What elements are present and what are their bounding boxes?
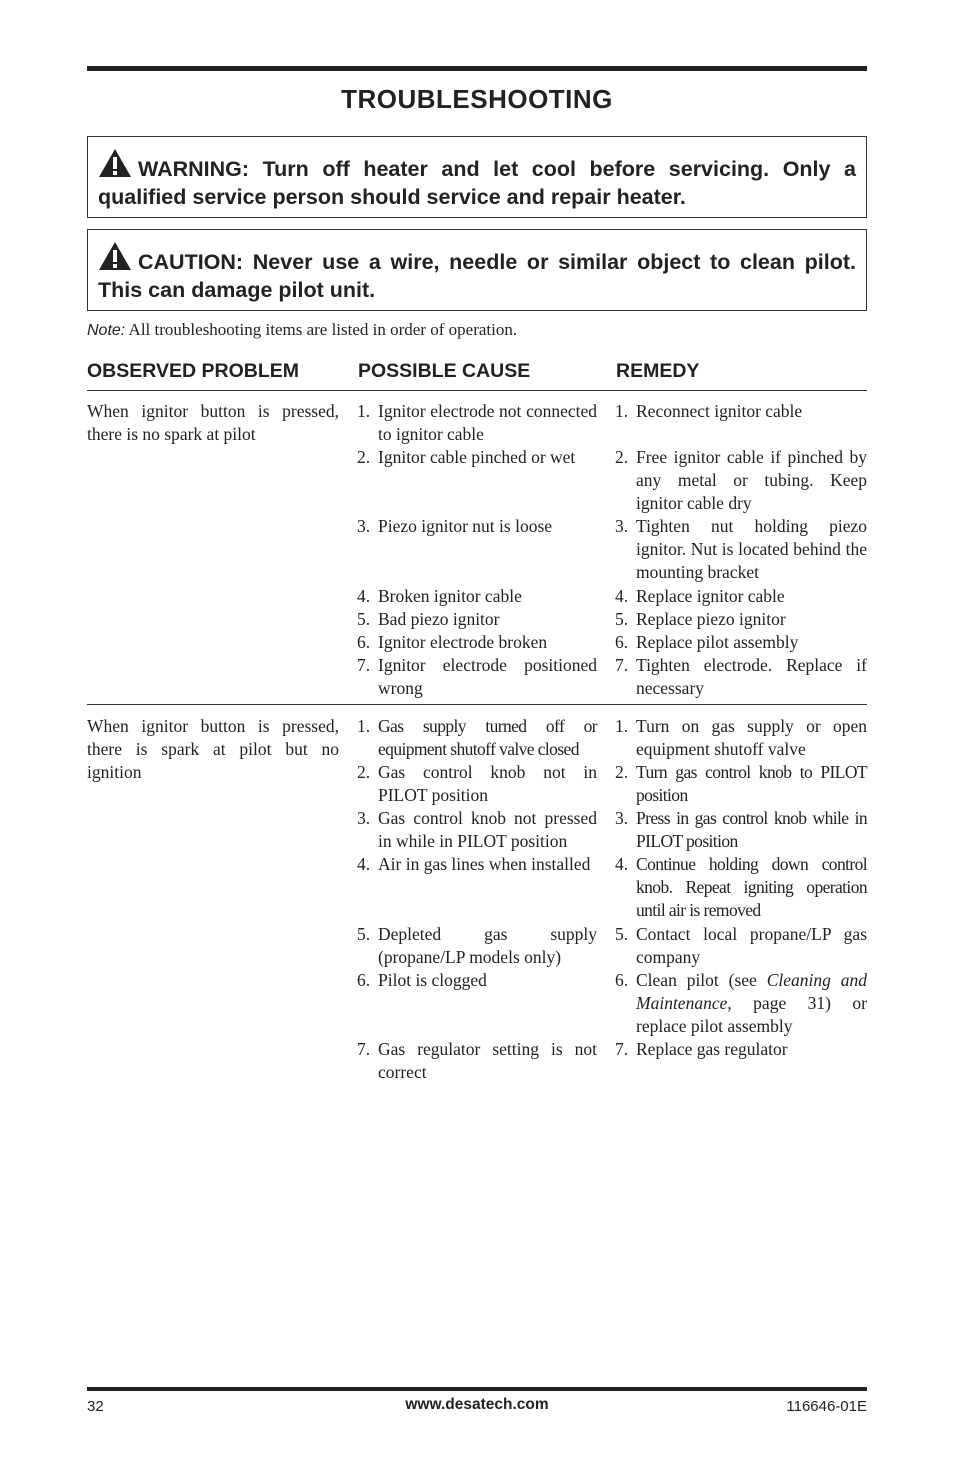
item-number: 1. (357, 401, 371, 421)
cross-reference: Cleaning and Maintenance (636, 970, 867, 1013)
item-text: Continue holding down control knob. Repeat igniting operation until air is removed (636, 854, 867, 920)
item-number: 7. (615, 1039, 629, 1059)
column-header-remedy: REMEDY (616, 360, 700, 382)
item-number: 3. (357, 808, 371, 828)
warning-text: WARNING: Turn off heater and let cool before servicing. Only a qualified service person should service and repair heater. (98, 157, 856, 209)
cause-item (357, 1038, 597, 1084)
item-text: Replace piezo ignitor (636, 609, 786, 629)
cause-item (357, 631, 597, 654)
column-header-problem: OBSERVED PROBLEM (87, 360, 300, 382)
item-number: 4. (615, 854, 629, 874)
item-text: Contact local propane/LP gas company (636, 924, 867, 967)
remedy-item (615, 631, 867, 654)
remedy-item (615, 969, 867, 1038)
item-text: Turn gas control knob to PILOT position (636, 762, 867, 805)
note-text: All troubleshooting items are listed in order of operation. (125, 320, 518, 339)
item-number: 6. (615, 632, 629, 652)
item-text: Pilot is clogged (378, 970, 487, 990)
item-text: Press in gas control knob while in PILOT position (636, 808, 867, 851)
item-number: 7. (357, 1039, 371, 1059)
page-title: TROUBLESHOOTING (341, 84, 613, 114)
cause-item (357, 400, 597, 446)
item-text: Ignitor cable pinched or wet (378, 447, 576, 467)
cause-item (357, 807, 597, 853)
remedy-item (615, 400, 867, 423)
remedy-item (615, 807, 867, 853)
remedy-item (615, 1038, 867, 1061)
caution-text: CAUTION: Never use a wire, needle or similar object to clean pilot. This can damage pilot unit. (98, 250, 856, 302)
item-text: Replace gas regulator (636, 1039, 788, 1059)
remedy-item (615, 608, 867, 631)
item-text: Gas regulator setting is not correct (378, 1039, 597, 1082)
table-row (87, 705, 867, 1105)
remedy-item (615, 761, 867, 807)
item-text: Bad piezo ignitor (378, 609, 500, 629)
remedy-item (615, 715, 867, 761)
cause-item (357, 715, 597, 761)
item-number: 5. (615, 924, 629, 944)
cause-item (357, 446, 597, 469)
item-number: 5. (615, 609, 629, 629)
item-number: 2. (615, 447, 629, 467)
item-text: Ignitor electrode not connected to ignitor cable (378, 401, 597, 444)
item-text: Tighten electrode. Replace if necessary (636, 655, 867, 698)
note-label: Note: (87, 322, 126, 339)
item-text: Turn on gas supply or open equipment shutoff valve (636, 716, 867, 759)
item-number: 4. (615, 586, 629, 606)
item-text: Ignitor electrode positioned wrong (378, 655, 597, 698)
cause-item (357, 608, 597, 631)
bottom-rule (87, 1387, 867, 1391)
item-text: Replace ignitor cable (636, 586, 785, 606)
website-link[interactable]: www.desatech.com (405, 1396, 549, 1413)
item-number: 2. (615, 762, 629, 782)
item-number: 4. (357, 586, 371, 606)
warning-triangle-icon (98, 148, 132, 178)
warning-triangle-icon (98, 241, 132, 271)
observed-problem: When ignitor button is pressed, there is no spark at pilot (87, 401, 339, 444)
table-header (87, 350, 867, 391)
item-number: 5. (357, 924, 371, 944)
item-number: 7. (615, 655, 629, 675)
item-text: Air in gas lines when installed (378, 854, 591, 874)
item-number: 2. (357, 447, 371, 467)
top-rule (87, 66, 867, 71)
page-content (87, 66, 867, 1105)
item-text: Gas control knob not pressed in while in PILOT position (378, 808, 597, 851)
item-text: Ignitor electrode broken (378, 632, 548, 652)
item-text: Tighten nut holding piezo ignitor. Nut is located behind the mounting bracket (636, 516, 867, 582)
item-number: 3. (357, 516, 371, 536)
item-text-part: Clean pilot (see (636, 970, 767, 990)
item-number: 6. (357, 970, 371, 990)
note (87, 320, 867, 340)
remedy-item (615, 515, 867, 584)
item-text: Broken ignitor cable (378, 586, 522, 606)
warning-box (87, 136, 867, 218)
item-number: 6. (615, 970, 629, 990)
item-text: Piezo ignitor nut is loose (378, 516, 553, 536)
item-number: 1. (615, 716, 629, 736)
table-row (87, 391, 867, 705)
item-number: 2. (357, 762, 371, 782)
item-text: Gas supply turned off or equipment shutoff valve closed (378, 716, 597, 759)
remedy-item (615, 923, 867, 969)
item-number: 6. (357, 632, 371, 652)
item-number: 4. (357, 854, 371, 874)
item-text: Replace pilot assembly (636, 632, 799, 652)
cause-item (357, 585, 597, 608)
item-text: Free ignitor cable if pinched by any metal or tubing. Keep ignitor cable dry (636, 447, 867, 513)
cause-item (357, 654, 597, 700)
cause-item (357, 923, 597, 969)
item-text: Gas control knob not in PILOT position (378, 762, 597, 805)
remedy-item (615, 654, 867, 700)
cause-item (357, 761, 597, 807)
document-number: 116646-01E (786, 1398, 867, 1415)
remedy-item (615, 446, 867, 515)
item-number: 1. (357, 716, 371, 736)
item-number: 7. (357, 655, 371, 675)
item-number: 5. (357, 609, 371, 629)
item-text: Reconnect ignitor cable (636, 401, 803, 421)
item-text: Depleted gas supply (propane/LP models only) (378, 924, 597, 967)
item-text (636, 969, 867, 1038)
cause-item (357, 853, 597, 876)
item-number: 3. (615, 808, 629, 828)
caution-box (87, 229, 867, 311)
column-header-cause: POSSIBLE CAUSE (358, 360, 531, 382)
observed-problem: When ignitor button is pressed, there is spark at pilot but no ignition (87, 716, 339, 782)
cause-item (357, 515, 597, 538)
remedy-item (615, 585, 867, 608)
cause-item (357, 969, 597, 992)
item-number: 1. (615, 401, 629, 421)
item-text-part: , page 31) or replace pilot assembly (636, 993, 867, 1036)
page-number: 32 (87, 1398, 104, 1415)
item-number: 3. (615, 516, 629, 536)
remedy-item (615, 853, 867, 922)
footer (87, 1396, 867, 1418)
